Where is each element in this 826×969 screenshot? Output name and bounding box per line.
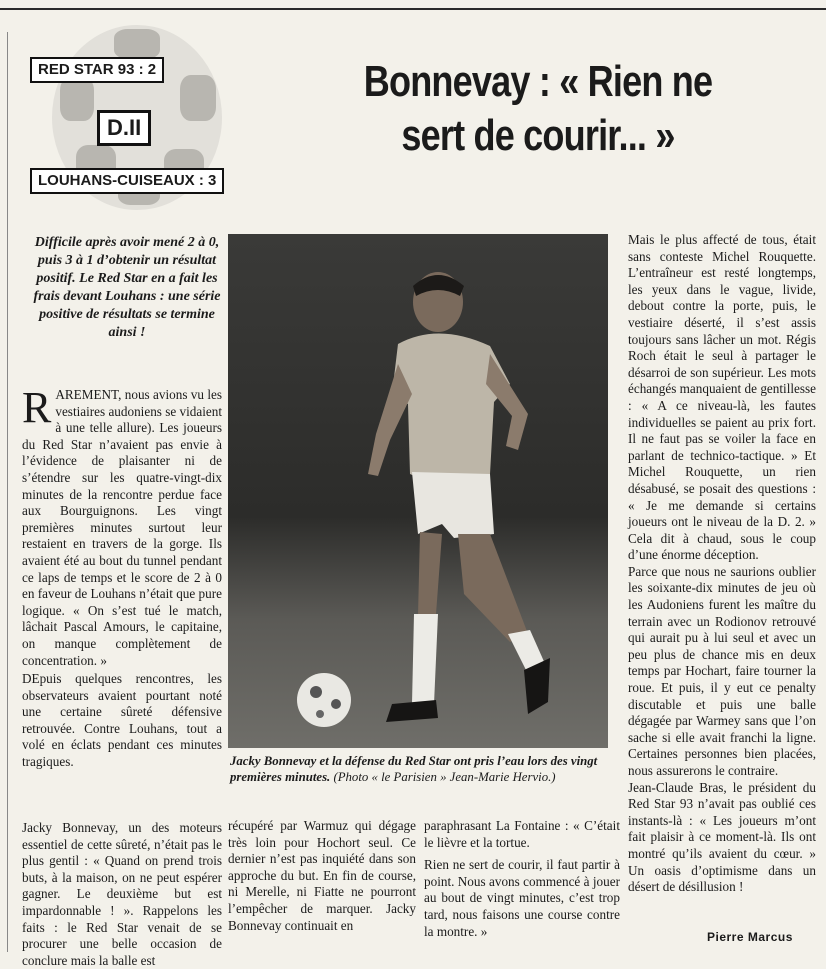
top-rule: [0, 8, 826, 10]
drop-cap: R: [22, 383, 52, 432]
caption-text: Jacky Bonnevay et la défense du Red Star ont pris l’eau lors des vingt premières minutes.: [230, 754, 598, 784]
intro-standfirst: Difficile après avoir mené 2 à 0, puis 3 à 1 d’obtenir un résultat positif. Le Red Star en a fait les frais devant Louhans : une série positive de résultats se termine ainsi !: [33, 235, 221, 340]
player-illustration: [228, 234, 608, 748]
article-column-1-bottom: [22, 820, 222, 969]
article-column-1: [22, 383, 222, 771]
paragraph-1: [22, 383, 222, 669]
article-column-4: [628, 232, 816, 896]
left-rule: [7, 32, 8, 952]
column-2-text: récupéré par Warmuz qui dégage très loin pour Hochort seul. Ce dernier n’est pas inquiété dans son approche du but. En fin de course, ni Merelle, ni Fiatte ne pourront l’empêcher de marquer. Jacky Bonnevay continuait en: [228, 818, 416, 933]
column-4-paragraph-3: Jean-Claude Bras, le président du Red Star 93 n’avait pas oublié ces instants-là : « Les joueurs m’ont fait plaisir à ce moment-là. Ils ont montré qu’ils avaient du cœur. » Un oasis d’optimisme dans un désert de désillusion !: [628, 779, 816, 895]
paragraph-3: Jacky Bonnevay, un des moteurs essentiel de cette sûreté, n’était pas le plus gentil : « Quand on prend trois buts, à la maison, on ne peut espérer gagner. Le deuxième but est impardonnable ! ». Rappelons les faits : le Red Star venait de se procurer une belle occasion de conclure mais la balle est: [22, 820, 222, 968]
column-3-paragraph-2: Rien ne sert de courir, il faut partir à point. Nous avons commencé à jouer au bout de vingt minutes, c’est trop tard, nous faisons une course contre la montre. »: [424, 857, 620, 939]
score-louhans: LOUHANS-CUISEAUX : 3: [30, 168, 224, 194]
paragraph-1-text: AREMENT, nous avions vu les vestiaires audoniens se vidaient à une telle allure). Les joueurs du Red Star n’avaient pas envie à l’évidence de plaisanter ni de s’étendre sur les quatre-vingt-dix minutes de la rencontre perdue face aux Bourguignons. Les vingt premières minutes surtout leur restaient en travers de la gorge. Ils avaient été au bout du tunnel pendant ce laps de temps et le score de 2 à 0 en faveur de Louhans n’était que pure logique. « On s’est tué le match, lâchait Pascal Amours, le capitaine, on manque complètement de concentration. »: [22, 387, 222, 668]
article-column-2: [228, 818, 416, 934]
division-label: D.II: [97, 110, 151, 146]
photo-caption: [230, 754, 610, 785]
author-byline: Pierre Marcus: [707, 930, 793, 944]
headline-line-1: Bonnevay : « Rien ne: [363, 57, 713, 106]
column-3-paragraph-1: paraphrasant La Fontaine : « C’était le lièvre et la tortue.: [424, 818, 620, 850]
article-column-3: [424, 818, 620, 940]
photo-credit: (Photo « le Parisien » Jean-Marie Hervio.): [333, 769, 556, 784]
match-photo: [228, 234, 608, 748]
headline: [308, 55, 767, 163]
headline-line-2: sert de courir... »: [401, 111, 675, 160]
paragraph-2: DEpuis quelques rencontres, les observateurs avaient pourtant noté une certaine sûreté défensive retrouvée. Contre Louhans, tout a volé en éclats pendant ces minutes tragiques.: [22, 671, 222, 770]
column-4-paragraph-1: Mais le plus affecté de tous, était sans conteste Michel Rouquette. L’entraîneur est resté longtemps, les yeux dans le vague, livide, debout contre la porte, puis, le vestiaire déserté, il s’est assis toujours sans lâcher un mot. Régis Roch était le seul à partager le désarroi de son supérieur. Les mots échangés manquaient de gentillesse : « A ce niveau-là, les fautes individuelles se paient au prix fort. Il ne faut pas se voiler la face en parlant de technico-tactique. » Et Michel Rouquette, un rien désabusé, se posait des questions : « Je me demande si certains joueurs ont le niveau de la D. 2. » Cela dit à chaud, sous le coup d’une énorme déception.: [628, 232, 816, 563]
score-red-star: RED STAR 93 : 2: [30, 57, 164, 83]
column-4-paragraph-2: Parce que nous ne saurions oublier les soixante-dix minutes de jeu où les Audoniens furent les maître du terrain avec un Rodionov retrouvé qui aurait pu à lui seul et avec un peu plus de chance mis en deux temps par Hochart, faire tourner la roue. Et puis, il y eut ce penalty discutable et puis une balle dégagée par Warmey sans que l’on sache si elle avait franchi la ligne. Certaines personnes bien placées, nous assurerons le contraire.: [628, 563, 816, 778]
